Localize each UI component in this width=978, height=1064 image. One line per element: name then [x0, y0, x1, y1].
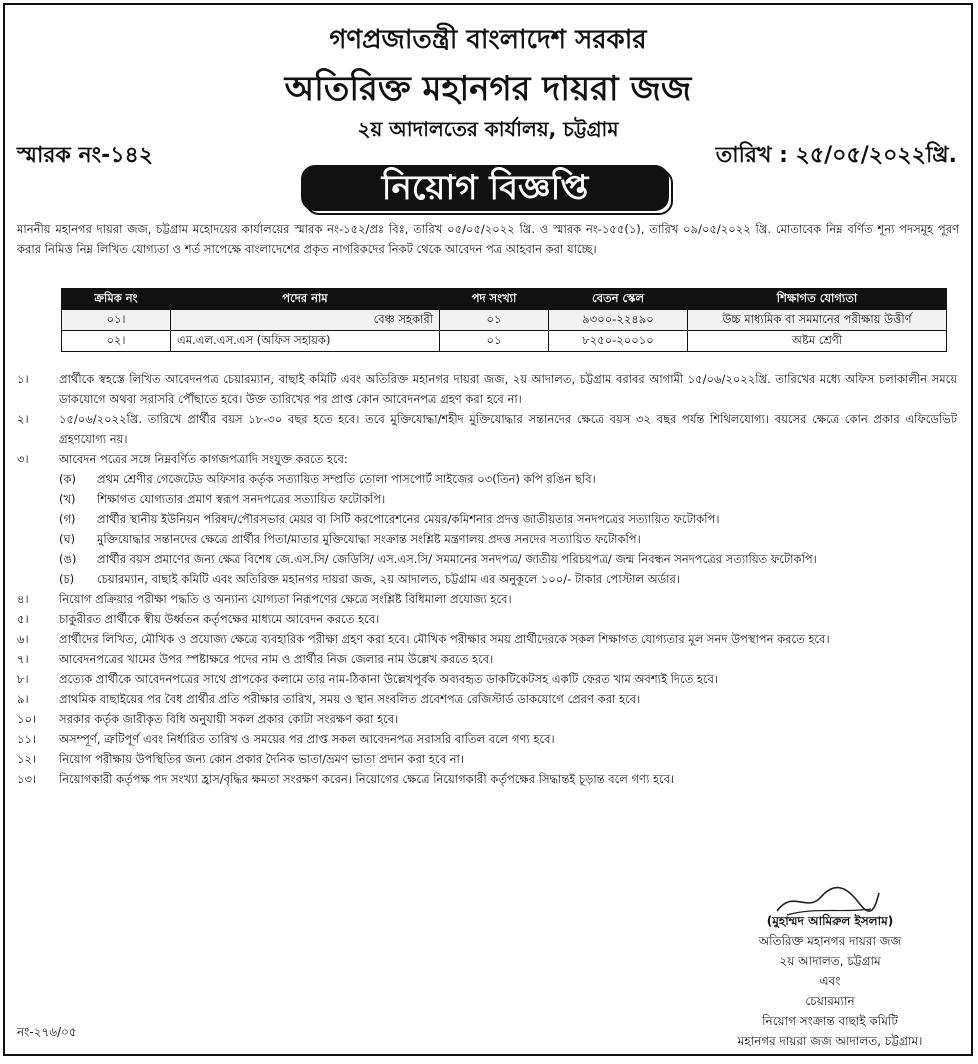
memo-number: স্মারক নং-১৪২	[17, 143, 154, 168]
list-item	[17, 749, 957, 769]
list-item	[17, 629, 957, 649]
clause-text: সরকার কর্তৃক জারীকৃত বিধি অনুযায়ী সকল প্রকার কোটা সংরক্ষণ করা হবে।	[59, 712, 399, 726]
table-row	[62, 310, 947, 331]
clause-text: নিয়োগকারী কর্তৃপক্ষ পদ সংখ্যা হ্রাস/বৃদ্ধির ক্ষমতা সংরক্ষণ করেন। নিয়োগের ক্ষেত্রে নিয়োগকারী কর্তৃপক্ষের সিদ্ধান্তই চূড়ান্ত বলে গণ্য হবে।	[59, 772, 675, 786]
table-row	[62, 331, 947, 352]
clause-text: আবেদন পত্রের সঙ্গে নিম্নবর্ণিত কাগজপত্রাদি সংযুক্ত করতে হবে:	[59, 452, 348, 466]
clause-text: অসম্পূর্ণ, ত্রুটিপূর্ণ এবং নির্ধারিত তারিখ ও সময়ের পর প্রাপ্ত সকল আবেদনপত্র সরাসরি বাতিল বলে গণ্য হবে।	[59, 732, 555, 746]
conditions-list	[17, 369, 957, 789]
clause-number: ২।	[17, 412, 29, 426]
signatory-court: ২য় আদালত, চট্টগ্রাম	[779, 954, 881, 968]
footer-reference: নং-২৭৬/০৫	[17, 1025, 77, 1039]
clause-number: ১০।	[17, 712, 37, 726]
subclause-label: (ক)	[59, 472, 77, 486]
cell-qualification: উচ্চ মাধ্যমিক বা সমমানের পরীক্ষায় উত্তীর্ণ	[688, 310, 947, 331]
court-name: অতিরিক্ত মহানগর দায়রা জজ	[284, 69, 692, 109]
clause-number: ১।	[17, 372, 29, 386]
list-item	[17, 549, 957, 569]
cell-serial: ০১।	[62, 310, 171, 331]
subclause-text: চেয়ারম্যান, বাছাই কমিটি এবং অতিরিক্ত মহানগর দায়রা জজ, ২য় আদালত, চট্টগ্রাম এর অনুকূলে ১০০/- টাকার পোস্টাল অর্ডার।	[97, 572, 680, 586]
cell-post-count: ০১	[440, 331, 549, 352]
clause-text: প্রার্থীকে স্বহস্তে লিখিত আবেদনপত্র চেয়ারম্যান, বাছাই কমিটি এবং অতিরিক্ত মহানগর দায়রা জজ, ২য় আদালত, চট্টগ্রাম বরাবর আগামী ১৫/০৬/২০২২খ্রি. তারিখের মধ্যে অফিস চলাকালীন সময়ে ডাকযোগে অথবা সরাসরি পৌঁছাতে হবে। উক্ত তারিখের পর প্রাপ্ত কোন আবেদনপত্র গ্রহণ করা হবে না।	[59, 372, 957, 406]
office-location: ২য় আদালতের কার্যালয়, চট্টগ্রাম	[357, 117, 619, 141]
notice-title-banner: নিয়োগ বিজ্ঞপ্তি	[301, 165, 669, 211]
signatory-committee: নিয়োগ সংক্রান্ত বাছাই কমিটি	[762, 1014, 898, 1028]
list-item	[17, 669, 957, 689]
subclause-label: (খ)	[59, 492, 76, 506]
subclause-text: প্রার্থীর স্থানীয় ইউনিয়ন পরিষদ/পৌরসভার মেয়র বা সিটি করপোরেশনের মেয়র/কমিশনার প্রদত্ত জাতীয়তার সনদপত্রের সত্যায়িত ফটোকপি।	[97, 512, 720, 526]
signatory-office: মহানগর দায়রা জজ আদালত, চট্টগ্রাম।	[737, 1034, 923, 1048]
list-item	[17, 369, 957, 409]
clause-number: ৫।	[17, 612, 29, 626]
table-header-row	[62, 289, 947, 310]
clause-number: ৪।	[17, 592, 29, 606]
clause-text: প্রাথমিক বাছাইয়ের পর বৈধ প্রার্থীর প্রতি পরীক্ষার তারিখ, সময় ও স্থান সংবলিত প্রবেশপত্র রেজিস্টার্ড ডাকযোগে প্রেরণ করা হবে।	[59, 692, 641, 706]
clause-text: চাকুরীরত প্রার্থীকে স্বীয় উর্ধ্বতন কর্তৃপক্ষের মাধ্যমে আবেদন করতে হবে।	[59, 612, 380, 626]
clause-number: ৯।	[17, 692, 29, 706]
col-post-count: পদ সংখ্যা	[440, 289, 549, 310]
list-item	[17, 569, 957, 589]
clause-text: আবেদনপত্রের খামের উপর স্পষ্টাক্ষরে পদের নাম ও প্রার্থীর নিজ জেলার নাম উল্লেখ করতে হবে।	[59, 652, 494, 666]
cell-post-name: বেঞ্চ সহকারী	[171, 310, 440, 331]
list-item	[17, 509, 957, 529]
clause-text: ১৫/০৬/২০২২খ্রি. তারিখে প্রার্থীর বয়স ১৮-৩০ বছর হতে হবে। তবে মুক্তিযোদ্ধা/শহীদ মুক্তিযোদ্ধার সন্তানদের ক্ষেত্রে বয়স ৩২ বছর পর্যন্ত শিথিলযোগ্য। বয়সের ক্ষেত্রে কোন প্রকার এফিডেভিট গ্রহণযোগ্য নয়।	[59, 412, 957, 446]
subclause-label: (চ)	[59, 572, 75, 586]
list-item	[17, 449, 957, 469]
subclause-label: (গ)	[59, 512, 76, 526]
subclause-label: (ঙ)	[59, 552, 77, 566]
col-qualification: শিক্ষাগত যোগ্যতা	[688, 289, 947, 310]
clause-number: ৬।	[17, 632, 29, 646]
clause-text: প্রত্যেক প্রার্থীকে আবেদনপত্রের সাথে প্রাপকের কলামে তার নাম-ঠিকানা উল্লেখপূর্বক অব্যবহৃত ডাকটিকেটসহ একটি ফেরত খাম অবশ্যই দিতে হবে।	[59, 672, 719, 686]
col-pay-scale: বেতন স্কেল	[549, 289, 688, 310]
subclause-text: প্রার্থীর বয়স প্রমাণের জন্য ক্ষেত্র বিশেষ জে.এস.সি/ জেডিসি/ এস.এস.সি/ সমমানের সনদপত্র/ জাতীয় পরিচয়পত্র/ জন্ম নিবন্ধন সনদপত্রের সত্যায়িত ফটোকপি।	[97, 552, 817, 566]
clause-number: ৮।	[17, 672, 29, 686]
list-item	[17, 589, 957, 609]
col-post-name: পদের নাম	[171, 289, 440, 310]
posts-table	[61, 288, 947, 352]
clause-text: নিয়োগ প্রক্রিয়ার পরীক্ষা পদ্ধতি ও অন্যান্য যোগ্যতা নিরূপণের ক্ষেত্রে সংশ্লিষ্ট বিধিমালা প্রযোজ্য হবে।	[59, 592, 512, 606]
cell-pay-scale: ৮২৫০-২০০১০	[549, 331, 688, 352]
list-item	[17, 469, 957, 489]
cell-post-count: ০১	[440, 310, 549, 331]
clause-number: ১২।	[17, 752, 37, 766]
list-item	[17, 489, 957, 509]
notice-page	[3, 3, 973, 1056]
cell-serial: ০২।	[62, 331, 171, 352]
subclause-label: (ঘ)	[59, 532, 76, 546]
cell-pay-scale: ৯৩০০-২২৪৯০	[549, 310, 688, 331]
list-item	[17, 649, 957, 669]
subclause-text: প্রথম শ্রেণীর গেজেটেড অফিসার কর্তৃক সত্যায়িত সম্প্রতি তোলা পাসপোর্ট সাইজের ০৩(তিন) কপি রঙিন ছবি।	[97, 472, 596, 486]
list-item	[17, 409, 957, 449]
signatory-name: (মুহাম্মদ আমিরুল ইসলাম)	[766, 914, 894, 928]
clause-number: ১১।	[17, 732, 37, 746]
list-item	[17, 769, 957, 789]
subclause-text: শিক্ষাগত যোগ্যতার প্রমাণ স্বরূপ সনদপত্রের সত্যায়িত ফটোকপি।	[97, 492, 386, 506]
list-item	[17, 529, 957, 549]
signatory-title: অতিরিক্ত মহানগর দায়রা জজ	[758, 934, 902, 948]
clause-number: ৩।	[17, 452, 29, 466]
notice-date: তারিখ : ২৫/০৫/২০২২খ্রি.	[715, 143, 957, 168]
list-item	[17, 609, 957, 629]
list-item	[17, 709, 957, 729]
cell-qualification: অষ্টম শ্রেণী	[688, 331, 947, 352]
list-item	[17, 729, 957, 749]
clause-text: নিয়োগ পরীক্ষায় উপস্থিতির জন্য কোন প্রকার দৈনিক ভাতা/ভ্রমণ ভাতা প্রদান করা হবে না।	[59, 752, 464, 766]
col-serial: ক্রমিক নং	[62, 289, 171, 310]
govt-header: গণপ্রজাতন্ত্রী বাংলাদেশ সরকার	[329, 25, 647, 55]
list-item	[17, 689, 957, 709]
clause-number: ১৩।	[17, 772, 37, 786]
subclause-text: মুক্তিযোদ্ধার সন্তানদের ক্ষেত্রে প্রার্থীর পিতা/মাতার মুক্তিযোদ্ধা সংক্রান্ত সংশ্লিষ্ট মন্ত্রণালয় প্রদত্ত সনদের সত্যায়িত ফটোকপি।	[97, 532, 641, 546]
clause-text: প্রার্থীদের লিখিত, মৌখিক ও প্রযোজ্য ক্ষেত্রে ব্যবহারিক পরীক্ষা গ্রহণ করা হবে। মৌখিক পরীক্ষার সময় প্রার্থীদেরকে সকল শিক্ষাগত যোগ্যতার মূল সনদ উপস্থাপন করতে হবে।	[59, 632, 830, 646]
signatory-and: এবং	[819, 974, 841, 988]
signature-block	[705, 911, 955, 1051]
cell-post-name: এম.এল.এস.এস (অফিস সহায়ক)	[171, 331, 440, 352]
signatory-role: চেয়ারম্যান	[805, 994, 855, 1008]
clause-number: ৭।	[17, 652, 29, 666]
intro-paragraph: মাননীয় মহানগর দায়রা জজ, চট্টগ্রাম মহোদয়ের কার্যালয়ের স্মারক নং-১৫২/প্রঃ বিঃ, তারিখ ০৫/০৫/২০২২ খ্রি. ও স্মারক নং-১৫৫(১), তারিখ ০৯/০৫/২০২২ খ্রি. মোতাবেক নিম্ন বর্ণিত শূন্য পদসমূহ পূরণ করার নিমিত্ত নিম্ন লিখিত যোগ্যতা ও শর্ত সাপেক্ষে বাংলাদেশের প্রকৃত নাগরিকদের নিকট থেকে আবেদন পত্র আহবান করা যাচ্ছে।	[17, 222, 959, 256]
